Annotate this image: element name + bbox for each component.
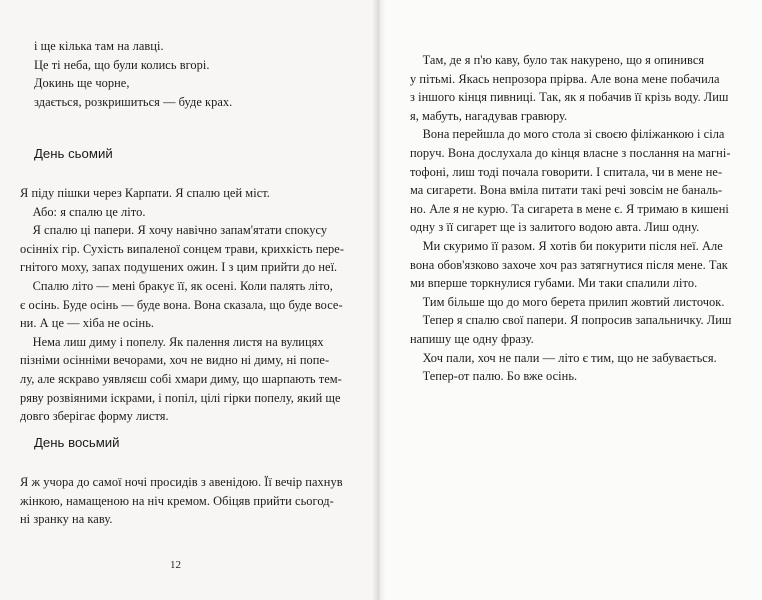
text-line: Або: я спалю це літо.	[20, 204, 146, 219]
poem-line: Це ті неба, що були колись вгорі.	[34, 57, 210, 72]
text-line: вона обов'язково захоче хоч раз затягнутися після мене. Так	[410, 257, 728, 272]
text-line: ми вперше торкнулися губами. Ми таки спалили літо.	[410, 276, 698, 291]
text-line: з іншого кінця пивниці. Так, як я побачив її крізь воду. Лиш	[410, 90, 729, 105]
text-line: Нема лиш диму і попелу. Як палення листя на вулицях	[20, 334, 324, 349]
text-line: но. Але я не курю. Та сигарета в мене є. Я тримаю в кишені	[410, 201, 729, 216]
left-page	[0, 0, 378, 600]
text-line: ряву розвіяними іскрами, і попіл, цілі гірки попелу, який ще	[20, 390, 341, 405]
text-line: довго зберігає форму листя.	[20, 409, 169, 424]
section-text-day-eight	[20, 473, 343, 529]
text-line: ма сигарети. Вона вміла питати такі речі зовсім не баналь-	[410, 183, 723, 198]
text-line: ні зранку на каву.	[20, 512, 113, 527]
text-line: напишу ще одну фразу.	[410, 331, 534, 346]
text-line: лу, але яскраво уявляєш собі хмари диму, що шарпають тем-	[20, 371, 342, 386]
text-line: Я піду пішки через Карпати. Я спалю цей міст.	[20, 186, 270, 200]
text-line: пізніми осінніми вечорами, хоч не видно ні диму, ні попе-	[20, 353, 330, 368]
poem-line: здається, розкришиться — буде крах.	[34, 94, 233, 109]
section-text-day-seven	[20, 184, 344, 426]
text-line: Ми скуримо її разом. Я хотів би покурити після неї. Але	[410, 238, 723, 253]
text-line: Тепер-от палю. Бо вже осінь.	[410, 369, 578, 384]
text-line: одну з її сигарет ще із залитого водою авта. Лиш одну.	[410, 220, 700, 235]
text-line: жінкою, намащеною на ніч кремом. Обіцяв прийти сьогод-	[20, 493, 334, 508]
text-line: є осінь. Буде осінь — буде вона. Вона сказала, що буде восе-	[20, 297, 343, 312]
section-heading-day-seven: День сьомий	[34, 146, 113, 161]
poem-line: Докинь ще чорне,	[34, 76, 130, 91]
section-heading-day-eight: День восьмий	[34, 435, 120, 450]
text-line: ни. А це — хіба не осінь.	[20, 316, 155, 331]
right-page	[380, 0, 762, 600]
text-line: Там, де я п'ю каву, було так накурено, що я опинився	[410, 53, 705, 67]
text-line: Хоч пали, хоч не пали — літо є тим, що не забувається.	[410, 350, 717, 365]
text-line: Тим більше що до мого берета прилип жовтий листочок.	[410, 294, 725, 309]
right-page-text	[410, 51, 731, 386]
page-number: 12	[170, 559, 181, 571]
book-gutter	[372, 0, 386, 600]
text-line: у пітьмі. Якась непрозора прірва. Але вона мене побачила	[410, 71, 720, 86]
text-line: Вона перейшла до мого стола зі своєю філіжанкою і сіла	[410, 127, 725, 142]
text-line: осінніх гір. Сухість випаленої сонцем трави, крихкість пере-	[20, 241, 345, 256]
text-line: Я ж учора до самої ночі просидів з авенідою. Її вечір пахнув	[20, 475, 343, 489]
poem-line: і ще кілька там на лавці.	[34, 39, 164, 53]
text-line: Я спалю ці папери. Я хочу навічно запам'ятати спокусу	[20, 223, 328, 238]
text-line: Тепер я спалю свої папери. Я попросив запальничку. Лиш	[410, 313, 732, 328]
poem-stanza	[34, 37, 232, 111]
text-line: гнітого моху, запах подушених ожин. І з цим прийти до неї.	[20, 260, 338, 275]
text-line: Спалю літо — мені бракує її, як осені. Коли палять літо,	[20, 278, 333, 293]
text-line: поруч. Вона дослухала до кінця власне з послання на магні-	[410, 145, 731, 160]
text-line: я, мабуть, нагадував гравюру.	[410, 108, 568, 123]
text-line: тофоні, лиш тоді почала говорити. І спитала, чи в мене не-	[410, 164, 723, 179]
